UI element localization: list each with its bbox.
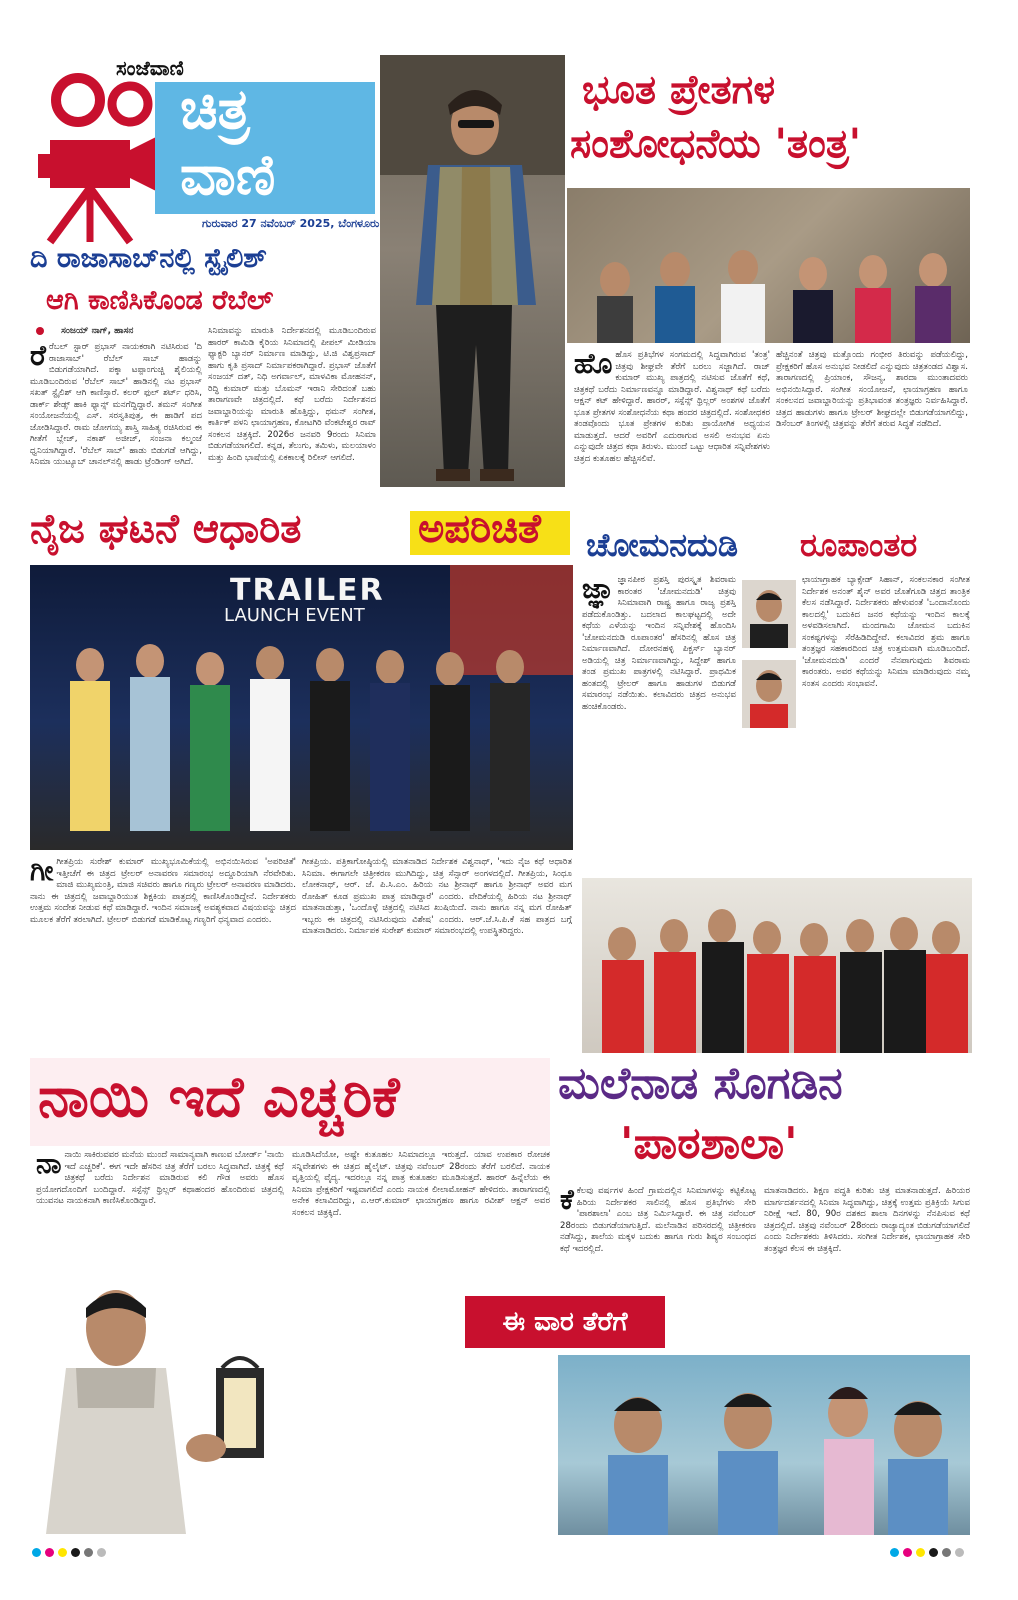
story4-headline-part1: ಚೋಮನದುಡಿ (586, 526, 739, 564)
yellow-dot-icon (916, 1548, 925, 1557)
registration-marks-right (890, 1548, 980, 1560)
black-dot-icon (71, 1548, 80, 1557)
registration-marks-left (32, 1548, 122, 1560)
story4-portrait-2 (742, 660, 796, 728)
story2-headline-line2: ಸಂಶೋಧನೆಯ 'ತಂತ್ರ' (570, 121, 861, 167)
trailer-line1: TRAILER (230, 573, 385, 608)
story3-column-2 (302, 857, 572, 1047)
story1-headline-line1: ದಿ ರಾಜಾಸಾಬ್‌ನಲ್ಲಿ ಸ್ಟೈಲಿಶ್ (30, 243, 267, 274)
grey-dot-icon (84, 1548, 93, 1557)
story4-text-1: ಜ್ಞಾನಪೀಠ ಪ್ರಶಸ್ತಿ ಪುರಸ್ಕೃತ ಶಿವರಾಮ ಕಾರಂತರ 'ಚೋಮನದುಡಿ' ಚಿತ್ರವು ಸಿನಿಮಾವಾಗಿ ರಾಷ್ಟ್ರ ಹಾಗೂ ರಾಜ್ಯ ಪ್ರಶಸ್ತಿ ಪಡೆದುಕೊಂಡಿತ್ತು. ಬದಲಾದ ಕಾಲಘಟ್ಟದಲ್ಲಿ ಅದೇ ಕಥೆಯ ಎಳೆಯನ್ನು ಇಂದಿನ ಸನ್ನಿವೇಶಕ್ಕೆ ಹೊಂದಿಸಿ 'ಚೋಮನದುಡಿ ರೂಪಾಂತರ' ಹೆಸರಿನಲ್ಲಿ ಹೊಸ ಚಿತ್ರ ನಿರ್ಮಾಣವಾಗಿದೆ. ದೋರನಹಳ್ಳಿ ಪಿಕ್ಚರ್ಸ್ ಬ್ಯಾನರ್ ಅಡಿಯಲ್ಲಿ ಚಿತ್ರ ನಿರ್ಮಾಣವಾಗಿದ್ದು, ಸಿದ್ದೇಶ್ ಹಾಗೂ ತಂಡ ಪ್ರಮುಖ ಪಾತ್ರಗಳಲ್ಲಿ ನಟಿಸಿದ್ದಾರೆ. ಪ್ರಾಥಮಿಕ ಹಂತದಲ್ಲಿ ಟ್ರೇಲರ್ ಹಾಗೂ ಹಾಡುಗಳ ಬಿಡುಗಡೆ ಸಮಾರಂಭ ನಡೆಯಿತು. ಕಲಾವಿದರು ಚಿತ್ರದ ಅನುಭವ ಹಂಚಿಕೊಂಡರು. (582, 575, 736, 712)
story1-column-2 (208, 326, 376, 487)
story2-column-1 (574, 350, 770, 490)
masthead-title-line1: ಚಿತ್ರ (180, 77, 250, 142)
story3-text-2: ಗೀತಪ್ರಿಯ. ಪತ್ರಿಕಾಗೋಷ್ಠಿಯಲ್ಲಿ ಮಾತನಾಡಿದ ನಿರ್ದೇಶಕ ವಿಶ್ವನಾಥ್, 'ಇದು ನೈಜ ಕಥೆ ಆಧಾರಿತ ಸಿನಿಮಾ. ಈಗಾಗಲೇ ಚಿತ್ರೀಕರಣ ಮುಗಿದಿದ್ದು, ಚಿತ್ರ ಸೆನ್ಸಾರ್ ಅಂಗಳದಲ್ಲಿದೆ. ಗೀತಪ್ರಿಯ, ಸಿಂಧೂ ಲೋಕನಾಥ್, ಆರ್. ಜೆ. ಪಿ.ಸಿ.ಎಂ. ಹಿರಿಯ ನಟ ಶ್ರೀನಾಥ್ ಹಾಗೂ ಶ್ರೀನಾಥ್ ಅವರ ಮಗ ರೋಹಿತ್ ಕೂಡ ಪ್ರಮುಖ ಪಾತ್ರ ಮಾಡಿದ್ದಾರೆ' ಎಂದರು. ವೇದಿಕೆಯಲ್ಲಿ ಹಿರಿಯ ನಟ ಶ್ರೀನಾಥ್ ಮಾತನಾಡುತ್ತಾ, 'ಒಂದೊಳ್ಳೆ ಚಿತ್ರದಲ್ಲಿ ನಟಿಸಿದ ಖುಷಿಯಿದೆ. ನಾನು ಹಾಗೂ ನನ್ನ ಮಗ ರೋಹಿತ್ ಇಬ್ಬರು ಈ ಚಿತ್ರದಲ್ಲಿ ನಟಿಸಿರುವುದು ವಿಶೇಷ' ಎಂದರು. ಆರ್.ಜೆ.ಸಿ.ಪಿ.ಕೆ ಸಹ ಪಾತ್ರದ ಬಗ್ಗೆ ಮಾತನಾಡಿದರು. ನಿರ್ಮಾಪಕ ಸುರೇಶ್ ಕುಮಾರ್ ಸಮಾರಂಭದಲ್ಲಿ ಉಪಸ್ಥಿತರಿದ್ದರು. (302, 857, 572, 936)
story4-headline-bar (582, 525, 972, 567)
story4-portrait-1 (742, 580, 796, 648)
story6-column-2 (764, 1186, 970, 1346)
story2-text-2: ಹೆಚ್ಚಿನಂತೆ ಚಿತ್ರವು ಮತ್ತೊಂದು ಗಂಭೀರ ತಿರುವನ್ನು ಪಡೆಯಲಿದ್ದು, ಪ್ರೇಕ್ಷಕರಿಗೆ ಹೊಸ ಅನುಭವ ನೀಡಲಿದೆ ಎನ್ನುವುದು ಚಿತ್ರತಂಡದ ವಿಶ್ವಾಸ. ತಾರಾಗಣದಲ್ಲಿ ಪ್ರಿಯಾಂಕ, ಸೌಜನ್ಯ, ಶಾರದಾ ಮುಂತಾದವರು ಅಭಿನಯಿಸಿದ್ದಾರೆ. ಸಂಗೀತ ಸಂಯೋಜನೆ, ಛಾಯಾಗ್ರಹಣ ಹಾಗೂ ಸಂಕಲನದ ಜವಾಬ್ದಾರಿಯನ್ನು ಪ್ರತಿಭಾವಂತ ತಂತ್ರಜ್ಞರು ನಿರ್ವಹಿಸಿದ್ದಾರೆ. ಚಿತ್ರದ ಹಾಡುಗಳು ಹಾಗೂ ಟ್ರೇಲರ್ ಶೀಘ್ರದಲ್ಲೇ ಬಿಡುಗಡೆಯಾಗಲಿದ್ದು, ಡಿಸೆಂಬರ್ ತಿಂಗಳಲ್ಲಿ ಚಿತ್ರವನ್ನು ತೆರೆಗೆ ತರುವ ಸಿದ್ಧತೆ ನಡೆದಿದೆ. (776, 350, 968, 429)
trailer-line2: LAUNCH EVENT (224, 605, 365, 626)
cyan-dot-icon (890, 1548, 899, 1557)
story6-text-1: ಕೆಲವು ವರ್ಷಗಳ ಹಿಂದೆ ಗ್ರಾಮದಲ್ಲಿನ ಸಿನಿಮಾಗಳನ್ನು ಕಟ್ಟಿಕೊಟ್ಟ ಹಿರಿಯ ನಿರ್ದೇಶಕರ ಸಾಲಿನಲ್ಲಿ ಹೊಸ ಪ್ರತಿಭೆಗಳು ಸೇರಿ 'ಪಾಠಶಾಲಾ' ಎಂಬ ಚಿತ್ರ ನಿರ್ಮಿಸಿದ್ದಾರೆ. ಈ ಚಿತ್ರ ನವೆಂಬರ್ 28ರಂದು ಬಿಡುಗಡೆಯಾಗುತ್ತಿದೆ. ಮಲೆನಾಡಿನ ಪರಿಸರದಲ್ಲಿ ಚಿತ್ರೀಕರಣ ನಡೆಸಿದ್ದು, ಶಾಲೆಯ ಮಕ್ಕಳ ಬದುಕು ಹಾಗೂ ಗುರು ಶಿಷ್ಯರ ಸಂಬಂಧದ ಕಥೆ ಇದರಲ್ಲಿದೆ. (560, 1186, 756, 1254)
story6-headline-line2: 'ಪಾಠಶಾಲಾ' (620, 1118, 798, 1169)
black-dot-icon (929, 1548, 938, 1557)
story6-release-badge-text: ಈ ವಾರ ತೆರೆಗೆ (502, 1306, 628, 1337)
story6-photo (558, 1355, 970, 1535)
magenta-dot-icon (903, 1548, 912, 1557)
story5-headline: ನಾಯಿ ಇದೆ ಎಚ್ಚರಿಕೆ (38, 1065, 400, 1130)
story4-dropcap: ಜ್ಞಾ (582, 575, 615, 605)
story1-byline-text: ಸಂಜಯ್ ನಾಗ್, ಹಾಸನ (61, 326, 134, 336)
byline-dot-icon (36, 327, 44, 335)
story3-headline-part1: ನೈಜ ಘಟನೆ ಆಧಾರಿತ (30, 506, 302, 552)
story1-photo (380, 55, 565, 487)
story5-text-2: ಮೂಡಿಸಿದೆಯೋ, ಅಷ್ಟೇ ಕುತೂಹಲ ಸಿನಿಮಾದಲ್ಲೂ ಇರುತ್ತದೆ. ಯಾವ ಉಪಕಾರ ರೋಚಕ ಸನ್ನಿವೇಶಗಳು ಈ ಚಿತ್ರದ ಹೈಲೈಟ್. ಚಿತ್ರವು ನವೆಂಬರ್ 28ರಂದು ತೆರೆಗೆ ಬರಲಿದೆ. ನಾಯಕ ವೃತ್ತಿಯಲ್ಲಿ ವೈದ್ಯ. ಇದರಲ್ಲೂ ನನ್ನ ಪಾತ್ರ ಕುತೂಹಲ ಮೂಡಿಸುತ್ತದೆ. ಹಾರರ್ ಹಿನ್ನೆಲೆಯ ಈ ಸಿನಿಮಾ ಪ್ರೇಕ್ಷಕರಿಗೆ ಇಷ್ಟವಾಗಲಿದೆ ಎಂದು ನಾಯಕ ಲೀಲಾಮೋಹನ್ ಹೇಳಿದರು. ತಾರಾಗಣದಲ್ಲಿ ಅನೇಕ ಕಲಾವಿದರಿದ್ದು, ಎ.ಆರ್.ಕುಮಾರ್ ಛಾಯಾಗ್ರಹಣ ಹಾಗೂ ರವೀಶ್ ಆಕ್ಷನ್ ಅವರ ಸಂಕಲನ ಚಿತ್ರಕ್ಕಿದೆ. (292, 1150, 550, 1218)
story1-column-1 (30, 342, 202, 487)
story1-dropcap: ರೆ (30, 342, 46, 372)
story6-release-badge (465, 1296, 665, 1348)
story3-dropcap: ಗೀ (30, 857, 54, 887)
yellow-dot-icon (58, 1548, 67, 1557)
story6-headline-line1: ಮಲೆನಾಡ ಸೊಗಡಿನ (558, 1058, 843, 1109)
story5-dropcap: ನಾ (36, 1150, 62, 1180)
brand-name: ಸಂಜೆವಾಣಿ (116, 56, 184, 80)
story6-text-2: ಮಾತನಾಡಿದರು. ಶಿಕ್ಷಣ ಪದ್ಧತಿ ಕುರಿತು ಚಿತ್ರ ಮಾತನಾಡುತ್ತದೆ. ಹಿರಿಯರ ಮಾರ್ಗದರ್ಶನದಲ್ಲಿ ಸಿನಿಮಾ ಸಿದ್ಧವಾಗಿದ್ದು, ಚಿತ್ರಕ್ಕೆ ಉತ್ತಮ ಪ್ರತಿಕ್ರಿಯೆ ಸಿಗುವ ನಿರೀಕ್ಷೆ ಇದೆ. 80, 90ರ ದಶಕದ ಶಾಲಾ ದಿನಗಳನ್ನು ನೆನಪಿಸುವ ಕಥೆ ಚಿತ್ರದಲ್ಲಿದೆ. ಚಿತ್ರವು ನವೆಂಬರ್ 28ರಂದು ರಾಜ್ಯಾದ್ಯಂತ ಬಿಡುಗಡೆಯಾಗಲಿದೆ ಎಂದು ನಿರ್ದೇಶಕರು ತಿಳಿಸಿದರು. ಸಂಗೀತ ನಿರ್ದೇಶಕ, ಛಾಯಾಗ್ರಾಹಕ ಸೇರಿ ತಂತ್ರಜ್ಞರ ಕೆಲಸ ಈ ಚಿತ್ರಕ್ಕಿದೆ. (764, 1186, 970, 1254)
story4-headline-part2: ರೂಪಾಂತರ (800, 526, 918, 564)
masthead (30, 56, 380, 240)
story5-text-1: ನಾಯಿ ಸಾಕಿರುವವರ ಮನೆಯ ಮುಂದೆ ಸಾಮಾನ್ಯವಾಗಿ ಕಾಣುವ ಬೋರ್ಡ್ 'ನಾಯಿ ಇದೆ ಎಚ್ಚರಿಕೆ'. ಈಗ ಇದೇ ಹೆಸರಿನ ಚಿತ್ರ ತೆರೆಗೆ ಬರಲು ಸಿದ್ಧವಾಗಿದೆ. ಚಿತ್ರಕ್ಕೆ ಕಥೆ ಚಿತ್ರಕಥೆ ಬರೆದು ನಿರ್ದೇಶನ ಮಾಡಿರುವ ಕಲಿ ಗೌಡ ಅವರು ಹೊಸ ಪ್ರಯೋಗದೊಂದಿಗೆ ಬಂದಿದ್ದಾರೆ. ಸಸ್ಪೆನ್ಸ್ ಥ್ರಿಲ್ಲರ್ ಕಥಾಹಂದರ ಹೊಂದಿರುವ ಚಿತ್ರದಲ್ಲಿ ಯುವನಟ ನಾಯಕನಾಗಿ ಕಾಣಿಸಿಕೊಂಡಿದ್ದಾರೆ. (36, 1150, 284, 1206)
cyan-dot-icon (32, 1548, 41, 1557)
story1-byline (36, 326, 133, 336)
lightgrey-dot-icon (97, 1548, 106, 1557)
story4-text-2: ಛಾಯಾಗ್ರಾಹಕ ಬ್ಯಾಕ್ಸೇಡ್ ಸಿಹಾನ್, ಸಂಕಲನಕಾರ ಸಂಗೀತ ನಿರ್ದೇಶಕ ಅನಂತ್ ಶೈನ್ ಅವರ ಜೊತೆಗೂಡಿ ಚಿತ್ರದ ತಾಂತ್ರಿಕ ಕೆಲಸ ನಡೆಸಿದ್ದಾರೆ. ನಿರ್ದೇಶಕರು ಹೇಳುವಂತೆ 'ಒಂದಾನೊಂದು ಕಾಲದಲ್ಲಿ' ಬದುಕಿದ ಜನರ ಕಥೆಯನ್ನು ಇಂದಿನ ಕಾಲಕ್ಕೆ ಅಳವಡಿಸಲಾಗಿದೆ. ಮಂದಗಾಮಿ ಚೋಮನ ಬದುಕಿನ ಸಂಕಷ್ಟಗಳನ್ನು ಸೆರೆಹಿಡಿದಿದ್ದೇವೆ. ಕಲಾವಿದರ ಶ್ರಮ ಹಾಗೂ ತಂತ್ರಜ್ಞರ ಸಹಕಾರದಿಂದ ಚಿತ್ರ ಉತ್ತಮವಾಗಿ ಮೂಡಿಬಂದಿದೆ. 'ಚೋಮನದುಡಿ' ಎಂದರೆ ನೆನಪಾಗುವುದು ಶಿವರಾಮ ಕಾರಂತರು. ಅವರ ಕಥೆಯನ್ನು ಸಿನಿಮಾ ಮಾಡಿರುವುದು ನಮ್ಮ ಸಂತಸ ಎಂದರು ಸಂಭಾವನೆ. (802, 575, 970, 689)
story4-column-2 (802, 575, 970, 875)
story5-photo (36, 1268, 286, 1534)
story2-text-1: ಹೊಸ ಪ್ರತಿಭೆಗಳ ಸಂಗಮದಲ್ಲಿ ಸಿದ್ದವಾಗಿರುವ 'ತಂತ್ರ' ಚಿತ್ರವು ಶೀಘ್ರವೇ ತೆರೆಗೆ ಬರಲು ಸಜ್ಜಾಗಿದೆ. ರಾಜ್ ಕುಮಾರ್ ಮುಖ್ಯ ಪಾತ್ರದಲ್ಲಿ ನಟಿಸುವ ಜೊತೆಗೆ ಕಥೆ, ಚಿತ್ರಕಥೆ ಬರೆದು ನಿರ್ಮಾಣವನ್ನೂ ಮಾಡಿದ್ದಾರೆ. ವಿಶ್ವನಾಥ್ ಕಥೆ ಬರೆದು ಆಕ್ಷನ್ ಕಟ್ ಹೇಳಿದ್ದಾರೆ. ಹಾರರ್, ಸಸ್ಪೆನ್ಸ್ ಥ್ರಿಲ್ಲರ್ ಅಂಶಗಳ ಜೊತೆಗೆ ಭೂತ ಪ್ರೇತಗಳ ಸಂಶೋಧನೆಯ ಕಥಾ ಹಂದರ ಚಿತ್ರದಲ್ಲಿದೆ. ಸಂಶೋಧಕರ ತಂಡವೊಂದು ಭೂತ ಪ್ರೇತಗಳ ಕುರಿತು ಪ್ರಾಯೋಗಿಕ ಅಧ್ಯಯನ ಮಾಡುತ್ತದೆ. ಆದರೆ ಅವರಿಗೆ ಎದುರಾಗುವ ಅಸಲಿ ಅನುಭವ ಏನು ಎನ್ನುವುದೇ ಚಿತ್ರದ ಕಥಾ ತಿರುಳು. ಮುಂದೆ ಒಟ್ಟು ಆಧಾರಿತ ಸನ್ನಿವೇಶಗಳು ಚಿತ್ರದ ಕುತೂಹಲ ಹೆಚ್ಚಿಸಲಿವೆ. (574, 350, 770, 464)
story2-dropcap: ಹೊ (574, 350, 613, 380)
story3-column-1 (30, 857, 296, 1047)
story3-headline-part2: ಅಪರಿಚಿತೆ (418, 506, 541, 552)
masthead-dateline: ಗುರುವಾರ 27 ನವೆಂಬರ್ 2025, ಬೆಂಗಳೂರು (202, 217, 380, 230)
story2-photo (567, 188, 970, 343)
story4-group-photo (582, 878, 972, 1053)
story5-column-1 (36, 1150, 284, 1260)
story6-dropcap: ಕೆ (560, 1186, 574, 1216)
film-camera-icon (30, 70, 160, 245)
story1-headline-line2: ಆಗಿ ಕಾಣಿಸಿಕೊಂಡ ರೆಬೆಲ್ (46, 285, 274, 316)
story1-text-2: ಸಿನಿಮಾವನ್ನು ಮಾರುತಿ ನಿರ್ದೇಶನದಲ್ಲಿ ಮೂಡಿಬಂದಿರುವ ಹಾರರ್ ಕಾಮಿಡಿ ಕೈರಿಯ ಸಿನಿಮಾದಲ್ಲಿ ಪೀಪಲ್ ಮೀಡಿಯಾ ಫ್ಯಾಕ್ಟರಿ ಬ್ಯಾನರ್ ನಿರ್ಮಾಣ ಮಾಡಿದ್ದು, ಟಿ.ಜಿ ವಿಶ್ವಪ್ರಸಾದ್ ಹಾಗು ಕೃತಿ ಪ್ರಸಾದ್ ನಿರ್ಮಾಪಕರಾಗಿದ್ದಾರೆ. ಪ್ರಭಾಸ್ ಜೊತೆಗೆ ಸಂಜಯ್ ದತ್, ನಿಧಿ ಅಗರ್ವಾಲ್, ಮಾಳವಿಕಾ ಮೋಹನನ್, ರಿದ್ಧಿ ಕುಮಾರ್ ಮತ್ತು ಬೊಮನ್ ಇರಾನಿ ಸೇರಿದಂತೆ ಬಹು ತಾರಾಗಣವೇ ಚಿತ್ರದಲ್ಲಿದೆ. ಕಥೆ ಬರೆದು ನಿರ್ದೇಶನದ ಜವಾಬ್ದಾರಿಯನ್ನು ಮಾರುತಿ ಹೊತ್ತಿದ್ದು, ಥಮನ್ ಸಂಗೀತ, ಕಾರ್ತಿಕ್ ಪಳನಿ ಛಾಯಾಗ್ರಹಣ, ಕೋಟಗಿರಿ ವೆಂಕಟೇಶ್ವರ ರಾವ್ ಸಂಕಲನ ಚಿತ್ರಕ್ಕಿದೆ. 2026ರ ಜನವರಿ 9ರಂದು ಸಿನಿಮಾ ಬಿಡುಗಡೆಯಾಗಲಿದೆ. ಕನ್ನಡ, ತೆಲುಗು, ತಮಿಳು, ಮಲಯಾಳಂ ಮತ್ತು ಹಿಂದಿ ಭಾಷೆಯಲ್ಲಿ ಏಕಕಾಲಕ್ಕೆ ರಿಲೀಸ್ ಆಗಲಿದೆ. (208, 326, 376, 463)
story2-column-2 (776, 350, 968, 490)
story3-headline-bar (30, 505, 570, 560)
story2-headline-line1: ಭೂತ ಪ್ರೇತಗಳ (582, 67, 776, 113)
grey-dot-icon (942, 1548, 951, 1557)
story3-photo (30, 565, 573, 850)
lightgrey-dot-icon (955, 1548, 964, 1557)
story1-text-1: ರೆಬಲ್ ಸ್ಟಾರ್ ಪ್ರಭಾಸ್ ನಾಯಕರಾಗಿ ನಟಿಸಿರುವ 'ದಿ ರಾಜಾಸಾಬ್' ರೆಬೆಲ್ ಸಾಬ್ ಹಾಡನ್ನು ಬಿಡುಗಡೆಯಾಗಿದೆ. ಪಕ್ಕಾ ಟಪ್ಪಾಂಗುಚ್ಚಿ ಶೈಲಿಯಲ್ಲಿ ಮೂಡಿಬಂದಿರುವ 'ರೆಬೆಲ್ ಸಾಬ್' ಹಾಡಿನಲ್ಲಿ ನಟ ಪ್ರಭಾಸ್ ಸಖತ್ ಸ್ಟೈಲಿಶ್ ಆಗಿ ಕಾಣಿಸ್ತಾರೆ. ಕಲರ್ ಫುಲ್ ಶರ್ಟ್ ಧರಿಸಿ, ಡಾರ್ಕ್ ಶೇಡ್ಸ್ ಹಾಕಿ ಫ್ಯಾನ್ಸ್ ಮನಗೆದ್ದಿದ್ದಾರೆ. ತಮನ್ ಸಂಗೀತ ಸಂಯೋಜನೆಯಲ್ಲಿ ಎಸ್. ಸರಸ್ವತಿಪುತ್ರ, ಈ ಹಾಡಿಗೆ ಪದ ಜೋಡಿಸಿದ್ದಾರೆ. ರಾಮ ಜೋಗಯ್ಯ ಶಾಸ್ತ್ರಿ ಸಾಹಿತ್ಯ ರಚಿಸಿರುವ ಈ ಗೀತೆಗೆ ಬ್ಲೇಜ್, ನಕಾಶ್ ಅಜೀಜ್, ಸಂಜನಾ ಕಲ್ಮಂಜೆ ಧ್ವನಿಯಾಗಿದ್ದಾರೆ. 'ರೆಬೆಲ್ ಸಾಬ್' ಹಾಡು ಬಿಡುಗಡೆ ಆಗಿದ್ದು, ಸಿನಿಮಾ ಯುಟ್ಯೂಬ್ ಚಾನಲ್‌ನಲ್ಲಿ ಹಾಡು ಟ್ರೆಂಡಿಂಗ್ ಆಗಿದೆ. (30, 342, 202, 467)
story4-column-1 (582, 575, 736, 875)
magenta-dot-icon (45, 1548, 54, 1557)
story3-text-1: ಗೀತಪ್ರಿಯ ಸುರೇಶ್ ಕುಮಾರ್ ಮುಖ್ಯಭೂಮಿಕೆಯಲ್ಲಿ ಅಭಿನಯಿಸಿರುವ 'ಅಪರಿಚಿತೆ' ಇತ್ತೀಚೆಗೆ ಈ ಚಿತ್ರದ ಟ್ರೇಲರ್ ಅನಾವರಣ ಸಮಾರಂಭ ಅದ್ದೂರಿಯಾಗಿ ನೆರವೇರಿತು. ಮಾಜಿ ಮುಖ್ಯಮಂತ್ರಿ, ಮಾಜಿ ಸಚಿವರು ಹಾಗೂ ಗಣ್ಯರು ಟ್ರೇಲರ್ ಅನಾವರಣ ಮಾಡಿದರು. ನಾನು ಈ ಚಿತ್ರದಲ್ಲಿ ಜವಾಬ್ದಾರಿಯುತ ಶಿಕ್ಷಕಿಯ ಪಾತ್ರದಲ್ಲಿ ಕಾಣಿಸಿಕೊಂಡಿದ್ದೇನೆ. ನಿರ್ದೇಶಕರು ಉತ್ತಮ ಸಂದೇಶ ನೀಡುವ ಕಥೆ ಮಾಡಿದ್ದಾರೆ. ಇಂದಿನ ಸಮಾಜಕ್ಕೆ ಅವಶ್ಯಕವಾದ ವಿಷಯವನ್ನು ಚಿತ್ರದ ಮೂಲಕ ತೆರೆಗೆ ತರಲಾಗಿದೆ. ಟ್ರೇಲರ್ ಬಿಡುಗಡೆ ಮಾಡಿಕೊಟ್ಟ ಗಣ್ಯರಿಗೆ ಧನ್ಯವಾದ ಎಂದರು. (30, 857, 296, 925)
masthead-title-line2: ವಾಣಿ (180, 143, 276, 208)
